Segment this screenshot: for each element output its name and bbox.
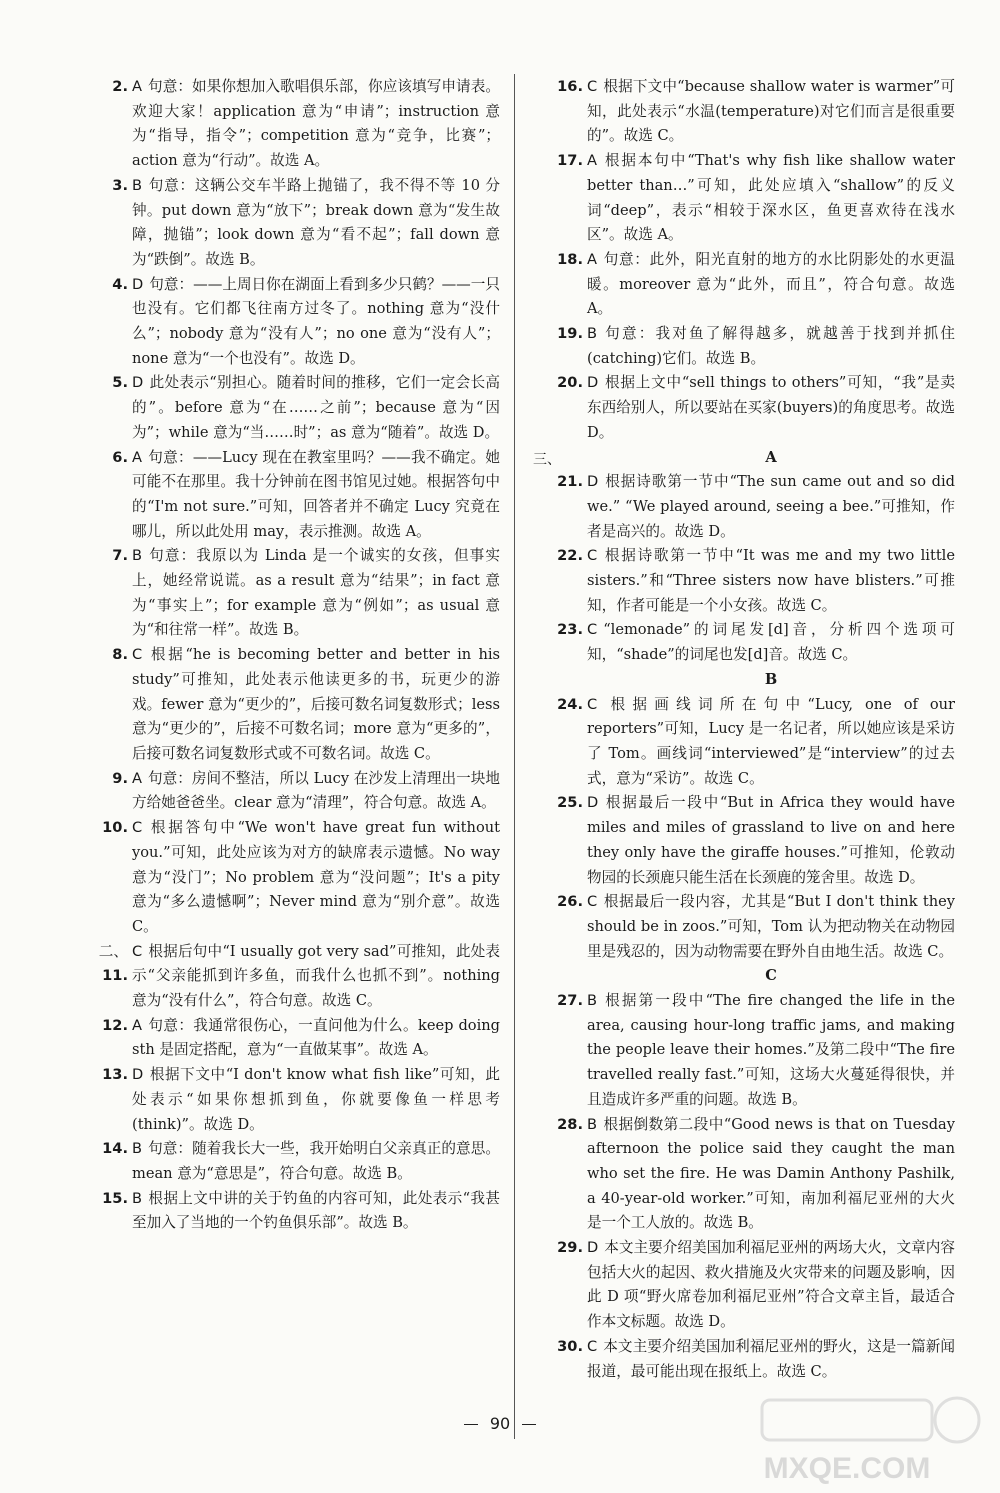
question-number-wrap [80,371,132,396]
answer-item [535,544,955,618]
explanation-text: 句意：——Lucy 现在在教室里吗？——我不确定。她可能不在那里。我十分钟前在图书馆见过她。根据答句中的“I'm not sure.”可知，回答者并不确定 Lucy 究竟在哪儿，所以此处用 may，表示推测。故选 A。 [132,448,500,540]
section-marker: 三、 [533,451,561,468]
explanation-text: 句意：房间不整洁，所以 Lucy 在沙发上清理出一块地方给她爸爸坐。clear 意为“清理”，符合句意。故选 A。 [132,769,500,812]
answer-item [80,371,500,445]
passage-label: A [765,448,777,466]
answer-letter: D [132,374,144,392]
explanation-text: 根据最后一段中“But in Africa they would have miles and miles of grassland to live on and here they only have the giraffe houses.”可推知，伦敦动物园的长颈鹿只能生活在长颈鹿的笼舍里。故选 D。 [587,794,955,886]
column-divider [514,74,515,1439]
answer-item [535,248,955,322]
question-number: 16. [557,78,583,95]
explanation-text: 句意：——上周日你在湖面上看到多少只鹤？——一只也没有。它们都飞往南方过冬了。nothing 意为“没什么”；nobody 意为“没有人”；no one 意为“没有人”；none 意为“一个也没有”。故选 D。 [132,275,500,367]
answer-item [535,1113,955,1237]
answer-item [535,890,955,964]
answer-item [80,1187,500,1236]
question-number-wrap [80,1187,132,1212]
answer-item [535,1335,955,1384]
question-number-wrap [535,75,587,100]
answer-item [80,174,500,273]
question-number-wrap [80,544,132,569]
question-number-wrap [80,273,132,298]
answer-letter: A [132,78,142,95]
answer-letter: C [132,942,143,960]
svg-text:MXQE.COM: MXQE.COM [763,1452,931,1485]
explanation-text: 句意：我通常很伤心，一直问他为什么。keep doing sth 是固定搭配，意为“一直做某事”。故选 A。 [132,1016,500,1059]
passage-label: B [764,670,778,688]
explanation-text: 根据画线词所在句中“Lucy, one of our reporters”可知，Lucy 是一名记者，所以她应该是采访了 Tom。画线词“interviewed”是“interview”的过去式，意为“采访”。故选 C。 [587,695,955,787]
answer-item [535,618,955,667]
question-number: 18. [557,250,583,268]
answer-letter: D [587,794,599,812]
explanation-text: 根据最后一段内容，尤其是“But I don't think they should be in zoos.”可知，Tom 认为把动物关在动物园里是残忍的，因为动物需要在野外自由地生活。故选 C。 [587,893,955,960]
answer-item [535,1236,955,1335]
answer-item [535,791,955,890]
question-number-wrap [535,693,587,718]
answer-item [535,75,955,149]
question-number: 7. [112,547,128,565]
answer-item [80,643,500,767]
question-number: 24. [557,695,583,713]
answer-letter: C [587,695,598,713]
question-number: 6. [112,448,128,466]
explanation-text: 根据诗歌第一节中“The sun came out and so did we.” “We played around, seeing a bee.”可推知，作者是高兴的。故选 D。 [587,473,955,540]
question-number-wrap [535,1335,587,1360]
answer-letter: A [587,250,597,268]
question-number: 27. [557,992,583,1010]
question-number: 13. [102,1066,128,1084]
answer-letter: C [132,646,143,664]
answer-item [80,1014,500,1063]
answer-letter: B [132,547,143,565]
question-number: 3. [112,176,128,194]
answer-letter: B [587,1115,598,1133]
explanation-text: 根据本句中“That's why fish like shallow water better than…”可知，此处应填入“shallow”的反义词“deep”，表示“相较于深水区，鱼更喜欢待在浅水区”。故选 A。 [587,152,955,244]
explanation-text: 根据上文中讲的关于钓鱼的内容可知，此处表示“我甚至加入了当地的一个钓鱼俱乐部”。故选 B。 [132,1189,500,1232]
question-number-wrap [535,618,587,643]
answer-letter: D [132,275,144,293]
explanation-text: 根据“he is becoming better and better in his study”可推知，此处表示他读更多的书，玩更少的游戏。fewer 意为“更少的”，后接可数名词复数形式；less 意为“更少的”，后接不可数名词；more 意为“更多的”，后接可数名词复数形式或不可数名词。故选 C。 [132,646,500,762]
answer-item [80,446,500,545]
answer-item [535,149,955,248]
answer-item [80,273,500,372]
question-number: 9. [112,769,128,787]
explanation-text: 根据下文中“I don't know what fish like”可知，此处表示“如果你想抓到鱼，你就要像鱼一样思考(think)”。故选 D。 [132,1066,500,1133]
answer-item [80,1063,500,1137]
explanation-text: 此处表示“别担心。随着时间的推移，它们一定会长高的”。before 意为“在……之前”；because 意为“因为”；while 意为“当……时”；as 意为“随着”。故选 D。 [132,374,500,441]
question-number: 2. [112,78,128,95]
explanation-text: 根据后句中“I usually got very sad”可推知，此处表示“父亲能抓到许多鱼，而我什么也抓不到”。nothing 意为“没有什么”，符合句意。故选 C。 [132,942,500,1010]
footer-dash-right [522,1424,536,1425]
explanation-text: 句意：此外，阳光直射的地方的水比阴影处的水更温暖。moreover 意为“此外，而且”，符合句意。故选 A。 [587,250,955,318]
question-number-wrap [535,149,587,174]
question-number: 17. [557,152,583,170]
question-number: 21. [557,473,583,491]
answer-letter: C [587,1337,598,1355]
explanation-text: 句意：如果你想加入歌唱俱乐部，你应该填写申请表。欢迎大家！application 意为“申请”；instruction 意为“指导，指令”；competition 意为“竞争，比赛”；action 意为“行动”。故选 A。 [132,78,500,170]
answer-letter: B [132,1189,143,1207]
answer-item [535,322,955,371]
question-number: 22. [557,547,583,565]
question-number: 15. [102,1189,128,1207]
question-number-wrap [80,446,132,471]
explanation-text: 本文主要介绍美国加利福尼亚州的野火，这是一篇新闻报道，最可能出现在报纸上。故选 C。 [587,1337,955,1380]
question-number-wrap [80,940,132,989]
answer-letter: A [587,152,597,170]
question-number-wrap [535,322,587,347]
question-number: 14. [102,1140,128,1158]
answer-letter: B [587,992,598,1010]
passage-label: C [765,967,777,985]
answer-item [80,75,500,174]
question-number: 19. [557,325,583,343]
answer-letter: B [132,176,143,194]
answer-letter: C [132,819,143,837]
question-number-wrap [535,544,587,569]
answer-letter: B [587,325,598,343]
answer-item [80,1137,500,1186]
question-number-wrap [80,816,132,841]
question-number: 25. [557,794,583,812]
question-number-wrap [535,890,587,915]
answer-letter: A [132,448,142,466]
question-number-wrap [80,1137,132,1162]
footer-dash-left [464,1424,478,1425]
explanation-text: 句意：这辆公交车半路上抛锚了，我不得不等 10 分钟。put down 意为“放下”；break down 意为“发生故障，抛锚”；look down 意为“看不起”；fall down 意为“跌倒”。故选 B。 [132,176,500,268]
explanation-text: 根据上文中“sell things to others”可知，“我”是卖东西给别人，所以要站在买家(buyers)的角度思考。故选 D。 [587,374,955,441]
question-number: 8. [112,646,128,664]
answer-letter: D [132,1066,144,1084]
explanation-text: 根据诗歌第一节中“It was me and my two little sisters.”和“Three sisters now have blisters.”可推知，作者可能是一个小女孩。故选 C。 [587,547,955,614]
answer-item [535,470,955,544]
answer-letter: C [587,547,598,565]
answer-letter: A [132,1016,142,1034]
question-number-wrap [80,1063,132,1088]
question-number: 12. [102,1016,128,1034]
question-number-wrap [535,1236,587,1261]
question-number-wrap [80,767,132,792]
answer-item [80,816,500,940]
question-number-wrap [80,75,132,100]
question-number-wrap [535,989,587,1014]
page-number: 90 [489,1414,511,1433]
explanation-text: 根据第一段中“The fire changed the life in the area, causing hour-long traffic jams, and making the people leave their homes.”及第二段中“The fire travelled really fast.”可知，这场大火蔓延得很快，并且造成许多严重的问题。故选 B。 [587,992,955,1108]
question-number: 5. [112,374,128,392]
answer-letter: B [132,1140,143,1158]
question-number: 11. [102,967,128,985]
explanation-text: 句意：我原以为 Linda 是一个诚实的女孩，但事实上，她经常说谎。as a result 意为“结果”；in fact 意为“事实上”；for example 意为“例如”；as usual 意为“和往常一样”。故选 B。 [132,547,500,639]
question-number: 4. [112,275,128,293]
answer-item [80,544,500,643]
explanation-text: “lemonade”的词尾发[d]音，分析四个选项可知，“shade”的词尾也发[d]音。故选 C。 [587,621,955,664]
question-number: 30. [557,1337,583,1355]
explanation-text: 根据下文中“because shallow water is warmer”可知，此处表示“水温(temperature)对它们而言是很重要的”。故选 C。 [587,78,955,145]
question-number: 29. [557,1239,583,1257]
question-number-wrap [535,248,587,273]
right-column [535,75,955,1384]
answer-item [535,371,955,445]
question-number-wrap [535,791,587,816]
section-marker: 二、 [98,942,128,960]
question-number-wrap [80,643,132,668]
question-number: 10. [102,819,128,837]
watermark-logo [742,1392,992,1487]
question-number-wrap [535,371,587,396]
explanation-text: 根据答句中“We won't have great fun without you.”可知，此处应该为对方的缺席表示遗憾。No way 意为“没门”；No problem 意为“没问题”；It's a pity 意为“多么遗憾啊”；Never mind 意为“别介意”。故选 C。 [132,819,500,935]
answer-letter: A [132,769,142,787]
question-number-wrap [80,1014,132,1039]
question-number: 26. [557,893,583,911]
answer-item [535,989,955,1113]
answer-item [80,767,500,816]
question-number: 23. [557,621,583,639]
question-number: 28. [557,1115,583,1133]
explanation-text: 句意：随着我长大一些，我开始明白父亲真正的意思。mean 意为“意思是”，符合句意。故选 B。 [132,1140,500,1182]
answer-item [80,940,500,1014]
question-number-wrap [535,470,587,495]
answer-letter: D [587,473,599,491]
explanation-text: 本文主要介绍美国加利福尼亚州的两场大火，文章内容包括大火的起因、救火措施及火灾带来的问题及影响，因此 D 项“野火席卷加利福尼亚州”符合文章主旨，最适合作本文标题。故选 D。 [587,1239,955,1331]
answer-item [535,693,955,792]
explanation-text: 根据倒数第二段中“Good news is that on Tuesday afternoon the police said they caught the man who set the fire. He was Damin Anthony Pashilk, a 40-year-old worker.”可知，南加利福尼亚州的大火是一个工人放的。故选 B。 [587,1115,955,1232]
question-number: 20. [557,374,583,392]
answer-letter: C [587,78,598,95]
left-column [80,75,500,1236]
explanation-text: 句意：我对鱼了解得越多，就越善于找到并抓住(catching)它们。故选 B。 [587,325,955,367]
answer-letter: C [587,621,598,639]
answer-letter: D [587,1239,599,1257]
question-number-wrap [80,174,132,199]
answer-letter: C [587,893,598,911]
question-number-wrap [535,1113,587,1138]
answer-letter: D [587,374,599,392]
